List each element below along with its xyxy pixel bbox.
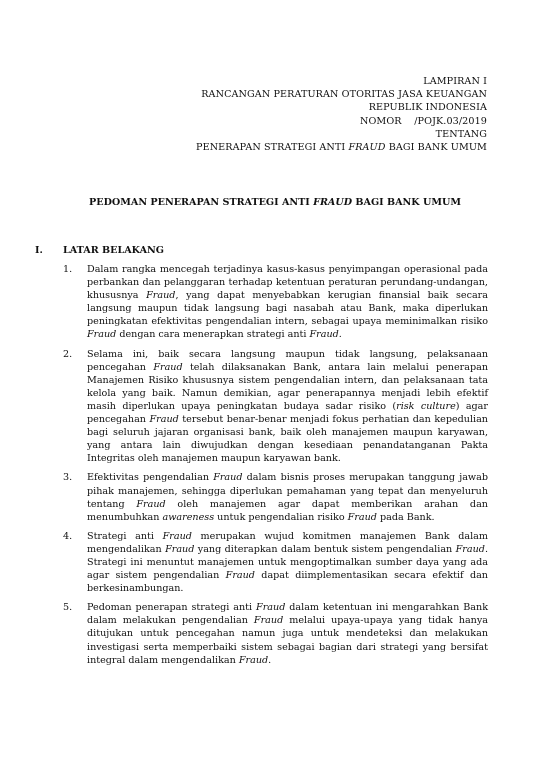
emphasis-text: Fraud [149, 414, 179, 426]
title-emphasis: FRAUD [313, 197, 353, 208]
header-subject-emphasis: FRAUD [348, 142, 386, 154]
list-item-text [87, 348, 488, 466]
body-text: Efektivitas pengendalian [87, 472, 214, 484]
title-text: PEDOMAN PENERAPAN STRATEGI ANTI [89, 197, 314, 208]
body-text: merupakan wujud komitmen manajemen Bank dalam mengendalikan [87, 530, 488, 555]
header-line-subject [196, 141, 487, 154]
emphasis-text: Fraud [225, 570, 255, 582]
list-item-text [87, 263, 488, 342]
emphasis-text: Fraud [238, 654, 269, 666]
list-item [63, 601, 488, 666]
body-text: ) agar pencegahan [87, 400, 488, 426]
emphasis-text: Fraud [146, 290, 176, 302]
body-text: . Strategi ini menuntut manajemen untuk mengoptimalkan sumber daya yang ada agar sistem pengendalian [87, 543, 488, 582]
body-text: telah dilaksanakan Bank, antara lain melalui penerapan Manajemen Risiko khususnya sistem pengendalian intern, dan pelaksanaan tata kelola yang baik. Namun demikian, agar penerapannya menjadi lebih efektif masih diperlukan upaya peningkatan budaya sadar risiko ( [87, 361, 489, 412]
header-line-about: TENTANG [435, 128, 487, 140]
emphasis-text: Fraud [162, 530, 192, 542]
list-item-number: 1. [63, 264, 73, 275]
header-line-country: REPUBLIK INDONESIA [368, 102, 487, 114]
emphasis-text: Fraud [87, 329, 117, 341]
body-text: Strategi anti [87, 530, 163, 542]
emphasis-text: awareness [162, 511, 215, 523]
list-item-number: 4. [63, 530, 73, 542]
title-text-end: BAGI BANK UMUM [352, 197, 461, 208]
body-text: dalam ketentuan ini mengarahkan Bank dalam melakukan pengendalian [87, 602, 489, 627]
numbered-list [63, 263, 488, 673]
body-text: pada Bank. [376, 511, 435, 523]
emphasis-text: Fraud [213, 472, 243, 484]
list-item [63, 263, 488, 342]
document-title [0, 197, 550, 208]
body-text: . [338, 329, 342, 341]
body-text: , yang dapat menyebabkan kerugian finansial baik secara langsung maupun tidak langsung bagi nasabah atau Bank, maka diperlukan peningkatan efektivitas pengendalian intern, sebagai upaya meminimalkan risiko [87, 290, 488, 328]
body-text: Selama ini, baik secara langsung maupun tidak langsung, pelaksanaan pencegahan [87, 348, 488, 373]
emphasis-text: Fraud [165, 543, 195, 555]
emphasis-text: Fraud [455, 543, 485, 555]
list-item-number: 3. [63, 472, 73, 484]
body-text: tersebut benar-benar menjadi fokus perhatian dan kepedulian bagi seluruh jajaran organisasi bank, baik oleh manajemen maupun karyawan, yang antara lain diwujudkan dengan kesediaan penandatanganan Pakta Integritas oleh manajemen maupun karyawan bank. [87, 414, 488, 465]
header-line-attachment: LAMPIRAN I [423, 76, 487, 87]
body-text: yang diterapkan dalam bentuk sistem pengendalian [194, 543, 456, 555]
list-item-text [87, 471, 488, 523]
list-item [63, 530, 488, 595]
emphasis-text: Fraud [347, 511, 377, 523]
list-item [63, 471, 488, 523]
body-text: melalui upaya-upaya yang tidak hanya ditujukan untuk pencegahan namun juga untuk mendeteksi dan melakukan investigasi serta memperbaiki sistem sebagai bagian dari strategi yang bersifat integral dalam mengendalikan [87, 615, 488, 666]
body-text: . [268, 654, 272, 666]
section-heading [35, 245, 164, 256]
list-item-number: 2. [63, 348, 73, 360]
emphasis-text: Fraud [256, 602, 286, 614]
body-text: dalam bisnis proses merupakan tanggung jawab pihak manajemen, sehingga diperlukan pemahaman yang tepat dan menyeluruh tentang [87, 472, 488, 510]
body-text: oleh manajemen agar dapat memberikan arahan dan menumbuhkan [87, 498, 488, 523]
body-text: dapat diimplementasikan secara efektif dan berkesinambungan. [87, 570, 488, 595]
document-header [196, 75, 487, 154]
header-subject-text-end: BAGI BANK UMUM [385, 142, 487, 154]
emphasis-text: Fraud [253, 615, 284, 627]
body-text: dengan cara menerapkan strategi anti [116, 329, 310, 341]
list-item-text [87, 601, 488, 666]
header-line-draft-regulation: RANCANGAN PERATURAN OTORITAS JASA KEUANGAN [201, 89, 487, 101]
list-item-text [87, 530, 488, 595]
header-line-number: NOMOR /POJK.03/2019 [359, 115, 487, 127]
list-item [63, 348, 488, 466]
emphasis-text: Fraud [153, 361, 183, 373]
section-number: I. [35, 245, 43, 256]
body-text: untuk pengendalian risiko [214, 511, 348, 523]
list-item-number: 5. [63, 602, 73, 614]
body-text: Pedoman penerapan strategi anti [87, 602, 257, 614]
emphasis-text: Fraud [309, 329, 339, 341]
header-subject-text: PENERAPAN STRATEGI ANTI [196, 142, 349, 154]
body-text: Dalam rangka mencegah terjadinya kasus-kasus penyimpangan operasional pada perbankan dan pelanggaran terhadap ketentuan peraturan perundang-undangan, khususnya [87, 264, 488, 302]
emphasis-text: risk culture [396, 400, 456, 412]
section-title: LATAR BELAKANG [63, 245, 165, 256]
emphasis-text: Fraud [136, 498, 166, 510]
